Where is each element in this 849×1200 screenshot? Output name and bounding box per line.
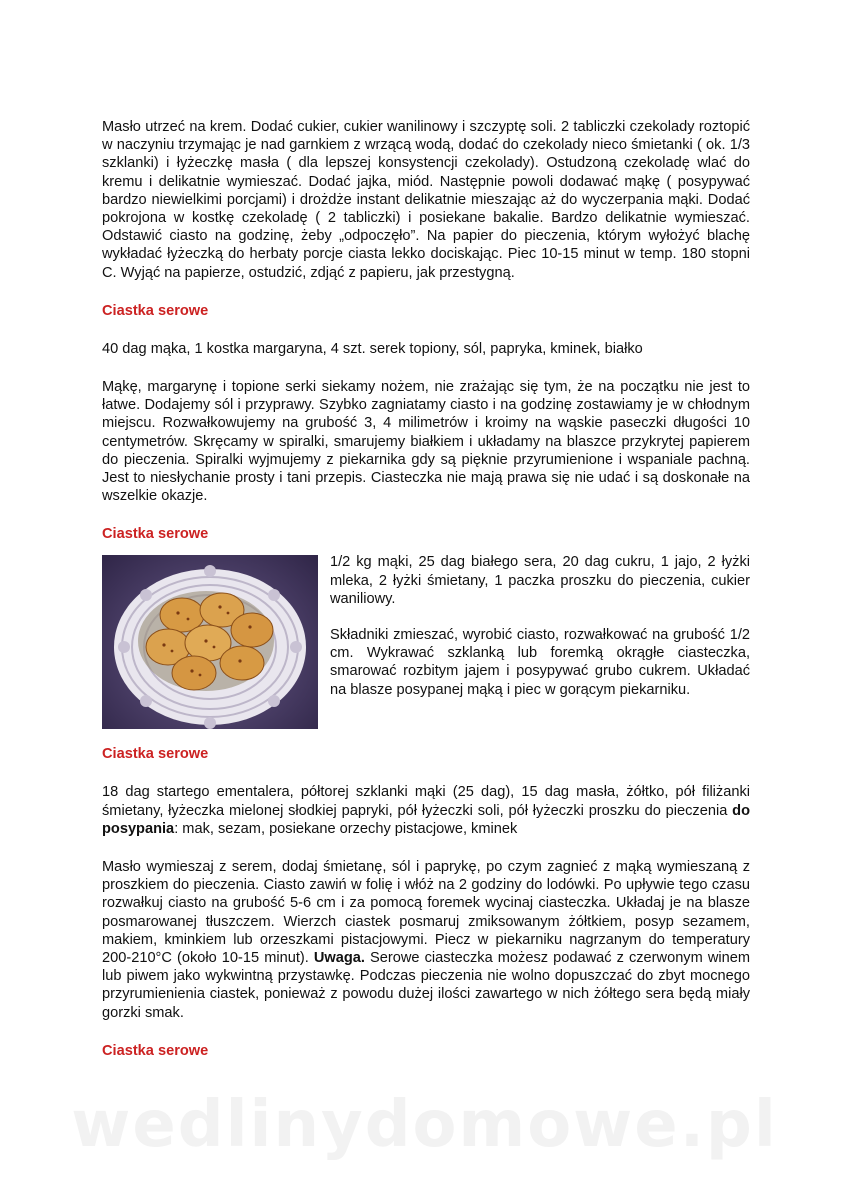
recipe4-title: Ciastka serowe (102, 1042, 209, 1059)
cookies-photo (102, 555, 318, 729)
recipe3-topping-list: : mak, sezam, posiekane orzechy pistacjowe, kminek (174, 820, 518, 837)
recipe2-ingredients: 1/2 kg mąki, 25 dag białego sera, 20 dag cukru, 1 jajo, 2 łyżki mleka, 2 łyżki śmietany, 1 paczka proszku do pieczenia, cukier waniliowy. (330, 554, 750, 607)
recipe1-method: Mąkę, margarynę i topione serki siekamy nożem, nie zrażając się tym, że na początku nie jest to łatwe. Dodajemy sól i przyprawy. Szybko zagniatamy ciasto i na godzinę zostawiamy je w chłodnym miejscu. Rozwałkowujemy na grubość 3, 4 milimetrów i kroimy na wąskie paseczki długości 10 centymetrów. Skręcamy w spiralki, smarujemy białkiem i układamy na blaszce przykrytej papierem do pieczenia. Spiralki wyjmujemy z piekarnika gdy są pięknie przyrumienione i wspaniale pachną. Jest to niesłychanie prosty i tani przepis. Ciasteczka nie mają prawa się nie udać i są doskonałe na wszelkie okazje. (102, 379, 750, 505)
recipe2-title: Ciastka serowe (102, 526, 209, 543)
recipe3-method (102, 858, 750, 1022)
intro-paragraph: Masło utrzeć na krem. Dodać cukier, cukier wanilinowy i szczyptę soli. 2 tabliczki czekolady roztopić w naczyniu trzymając je nad garnkiem z wrzącą wodą, dodać do czekolady nieco śmietanki ( ok. 1/3 szklanki) i łyżeczkę masła ( dla lepszej konsystencji czekolady). Ostudzoną czekoladę wlać do kremu i delikatnie wymieszać. Dodać jajka, miód. Następnie powoli dodawać mąkę ( posypywać bardzo niewielkimi porcjami) i drożdże instant delikatnie mieszając aż do wyczerpania mąki. Dodać pokrojona w kostkę czekoladę ( 2 tabliczki) i posiekane bakalie. Bardzo delikatnie wymieszać. Odstawić ciasto na godzinę, żeby „odpoczęło”. Na papier do pieczenia, którym wyłożyć blachę wykładać łyżeczką do herbaty porcje ciasta lekko dociskając. Piec 10-15 minut w temp. 180 stopni C. Wyjąć na papierze, ostudzić, zdjąć z papieru, jak przestygną. (102, 119, 750, 281)
recipe1-ingredients: 40 dag mąka, 1 kostka margaryna, 4 szt. serek topiony, sól, papryka, kminek, białko (102, 340, 643, 357)
document-body (102, 118, 750, 1060)
recipe3-ingredients (102, 783, 750, 838)
recipe3-ingredients-main: 18 dag startego ementalera, półtorej szklanki mąki (25 dag), 15 dag masła, żółtko, pół filiżanki śmietany, łyżeczka mielonej słodkiej papryki, pół łyżeczki soli, pół łyżeczki proszku do pieczenia (102, 784, 750, 819)
recipe2-content (102, 553, 750, 729)
recipe1-title: Ciastka serowe (102, 302, 209, 319)
recipe3-topping-label: do posypania (102, 802, 750, 837)
recipe2-method: Składniki zmieszać, wyrobić ciasto, rozwałkować na grubość 1/2 cm. Wykrawać szklanką lub foremką okrągłe ciasteczka, smarować rozbitym jajem i posypywać grubo cukrem. Układać na blasze posypanej mąką i piec w gorącym piekarniku. (330, 627, 750, 698)
recipe3-title: Ciastka serowe (102, 746, 209, 763)
recipe3-note-label: Uwaga. (313, 950, 365, 967)
watermark: wedlinydomowe.pl (71, 1088, 778, 1162)
recipe3-method-part2: Serowe ciasteczka możesz podawać z czerwonym winem lub piwem jako wykwintną przystawkę. Podczas pieczenia nie wolno dopuszczać do zbyt mocnego przyrumienienia ciastek, ponieważ z powodu dużej ilości zawartego w nich żółtego sera będą miały gorzki smak. (102, 950, 750, 1021)
recipe3-method-part1: Masło wymieszaj z serem, dodaj śmietanę, sól i paprykę, po czym zagnieć z mąką wymieszaną z proszkiem do pieczenia. Ciasto zawiń w folię i włóż na 2 godziny do lodówki. Po upływie tego czasu rozwałkuj ciasto na grubość 5-6 cm i za pomocą foremek wycinaj ciasteczka. Układaj je na blasze posmarowanej tłuszczem. Wierzch ciastek posmaruj zmiksowanym żółtkiem, posyp sezamem, makiem, kminkiem lub orzeszkami pistacjowymi. Piecz w piekarniku nagrzanym do temperatury 200-210°C (około 10-15 minut). (102, 859, 750, 967)
